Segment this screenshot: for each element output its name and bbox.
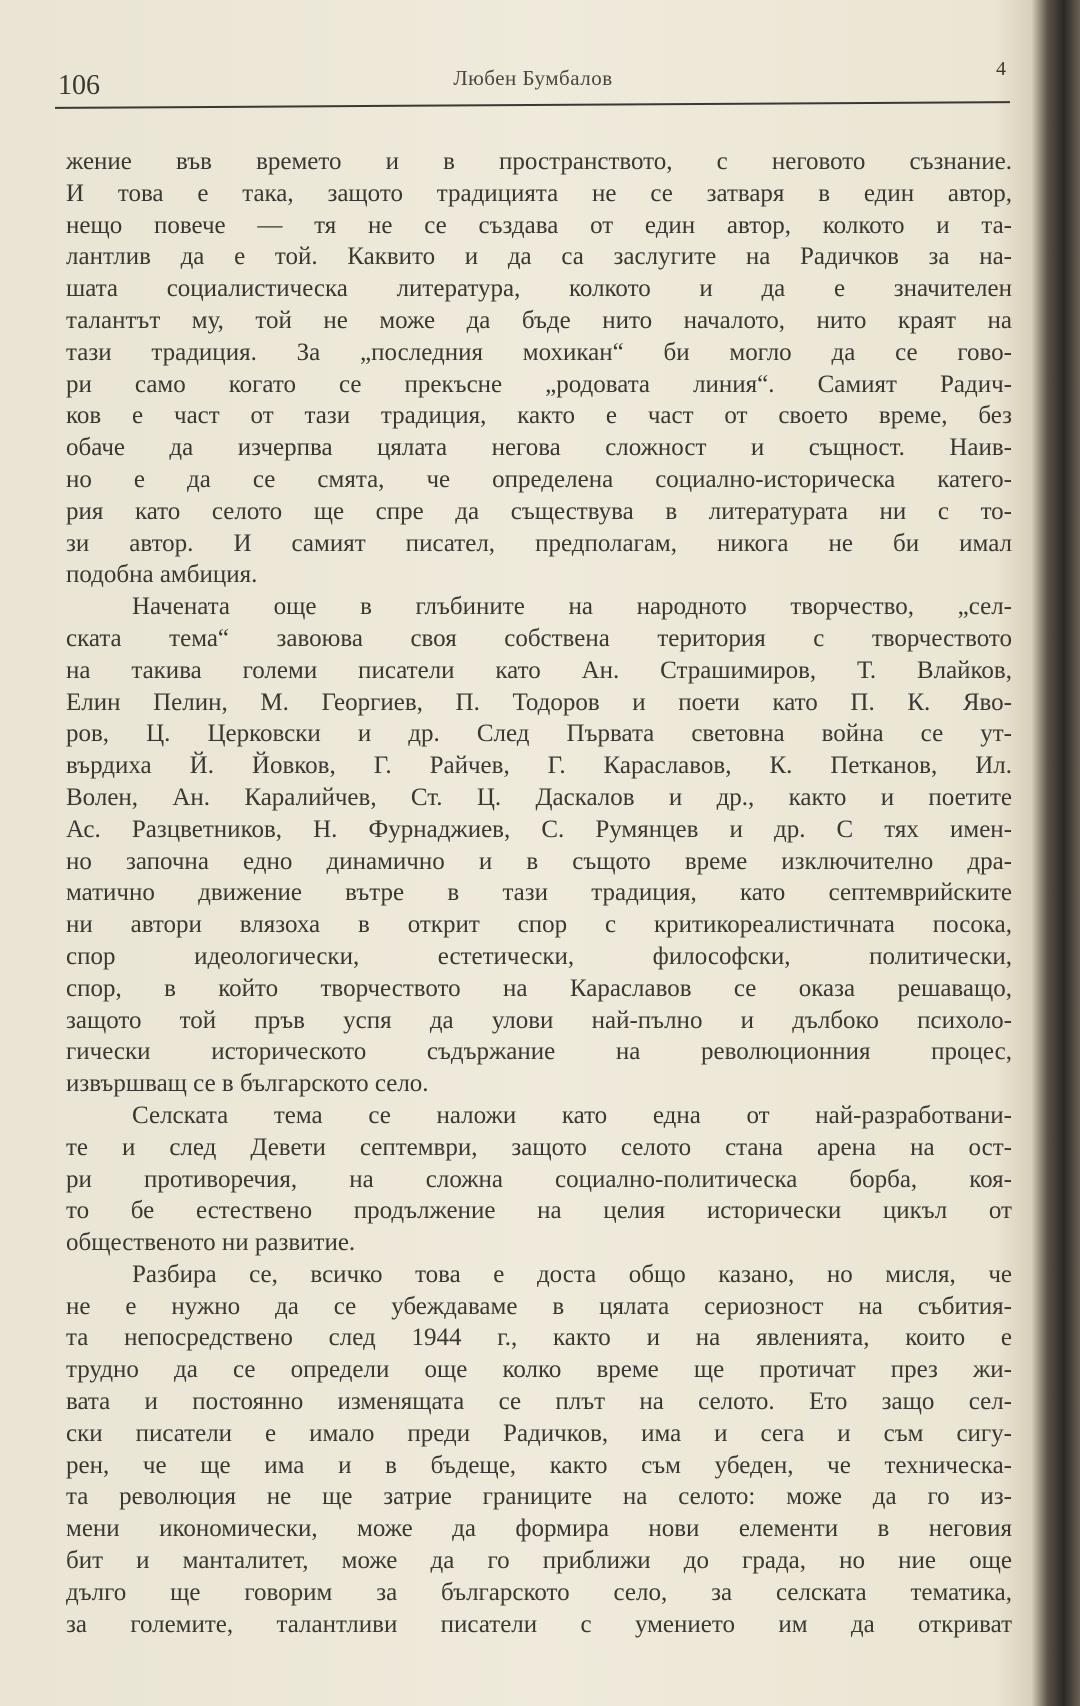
text-line: ри само когато се прекъсне „родовата линия“. Самият Радич- (66, 370, 1012, 398)
text-line: рен, че ще има и в бъдеще, както съм убеден, че техническа- (66, 1451, 1012, 1479)
text-line: гически историческото съдържание на революционния процес, (66, 1038, 1012, 1066)
header-rule (55, 101, 1010, 109)
text-line: Разбира се, всичко това е доста общо казано, но мисля, че (132, 1260, 1012, 1288)
text-line: нещо повече — тя не се създава от един автор, колкото и та- (66, 211, 1012, 239)
text-line: жение във времето и в пространството, с неговото съзнание. (66, 148, 1012, 175)
text-line: та непосредствено след 1944 г., както и на явленията, които е (66, 1324, 1012, 1352)
text-line: спор идеологически, естетически, философски, политически, (66, 942, 1012, 970)
text-line: ков е част от тази традиция, както е част от своето време, без (66, 402, 1012, 430)
text-line: за големите, талантливи писатели с умението им да откриват (66, 1610, 1012, 1638)
page-header (58, 58, 1008, 102)
text-line: мени икономически, може да формира нови елементи в неговия (66, 1515, 1012, 1543)
text-line: но е да се смята, че определена социално-историческа катего- (66, 465, 1012, 493)
text-line: Волен, Ан. Каралийчев, Ст. Ц. Даскалов и др., както и поетите (66, 783, 1012, 811)
text-line: върдиха Й. Йовков, Г. Райчев, Г. Караславов, К. Петканов, Ил. (66, 752, 1012, 780)
text-line: лантлив да е той. Каквито и да са заслугите на Радичков за на- (66, 243, 1012, 271)
text-line: та революция не ще затрие границите на селото: може да го из- (66, 1483, 1012, 1511)
paragraph (66, 1259, 1012, 1641)
text-line: Начената още в глъбините на народното творчество, „сел- (132, 593, 1012, 621)
text-line: ри противоречия, на сложна социално-политическа борба, коя- (66, 1165, 1012, 1193)
text-line: общественото ни развитие. (66, 1229, 356, 1257)
text-line: то бе естествено продължение на целия исторически цикъл от (66, 1197, 1012, 1225)
text-line: рия като селото ще спре да съществува в литературата ни с то- (66, 497, 1012, 525)
text-line: матично движение вътре в тази традиция, като септемврийските (66, 879, 1012, 907)
text-line: зи автор. И самият писател, предполагам, никога не би имал (66, 529, 1012, 557)
text-line: тази традиция. За „последния мохикан“ би могло да се гово- (66, 338, 1012, 366)
paragraph (66, 591, 1012, 1100)
paragraph (66, 146, 1012, 591)
text-line: вата и постоянно изменящата се плът на селото. Ето защо сел- (66, 1388, 1012, 1416)
text-line: но започна едно динамично и в същото време изключително дра- (66, 847, 1012, 875)
text-line: ски писатели е имало преди Радичков, има и сега и съм сигу- (66, 1419, 1012, 1447)
text-line: ров, Ц. Церковски и др. След Първата световна война се ут- (66, 720, 1012, 748)
text-line: шата социалистическа литература, колкото и да е значителен (66, 275, 1012, 303)
text-line: бит и манталитет, може да го приближи до града, но ние още (66, 1547, 1012, 1575)
text-line: ни автори влязоха в открит спор с критикореалистичната посока, (66, 911, 1012, 939)
text-line: защото той пръв успя да улови най-пълно и дълбоко психоло- (66, 1006, 1012, 1034)
running-head: Любен Бумбалов (453, 66, 613, 90)
paragraph (66, 1100, 1012, 1259)
page-number: 106 (58, 70, 100, 101)
text-line: ската тема“ завоюва своя собствена територия с творчеството (66, 624, 1012, 652)
text-line: дълго ще говорим за българското село, за селската тематика, (66, 1578, 1012, 1606)
text-line: талантът му, той не може да бъде нито началото, нито краят на (66, 306, 1012, 334)
text-line: подобна амбиция. (66, 561, 258, 589)
page-body (66, 146, 1012, 1640)
text-line: те и след Девети септември, защото селото стана арена на ост- (66, 1133, 1012, 1161)
text-line: Елин Пелин, М. Георгиев, П. Тодоров и поети като П. К. Яво- (66, 688, 1012, 716)
text-line: спор, в който творчеството на Караславов се оказа решаващо, (66, 974, 1012, 1002)
signature-mark: 4 (996, 58, 1006, 80)
text-line: Ас. Разцветников, Н. Фурнаджиев, С. Румянцев и др. С тях имен- (66, 815, 1012, 843)
text-line: обаче да изчерпва цялата негова сложност и същност. Наив- (66, 434, 1012, 462)
text-line: извършващ се в българското село. (66, 1070, 429, 1098)
text-line: не е нужно да се убеждаваме в цялата сериозност на събития- (66, 1292, 1012, 1320)
text-line: на такива големи писатели като Ан. Страшимиров, Т. Влайков, (66, 656, 1012, 684)
text-line: трудно да се определи още колко време ще протичат през жи- (66, 1356, 1012, 1384)
text-line: Селската тема се наложи като една от най-разработвани- (132, 1101, 1012, 1129)
text-line: И това е така, защото традицията не се затваря в един автор, (66, 179, 1012, 207)
